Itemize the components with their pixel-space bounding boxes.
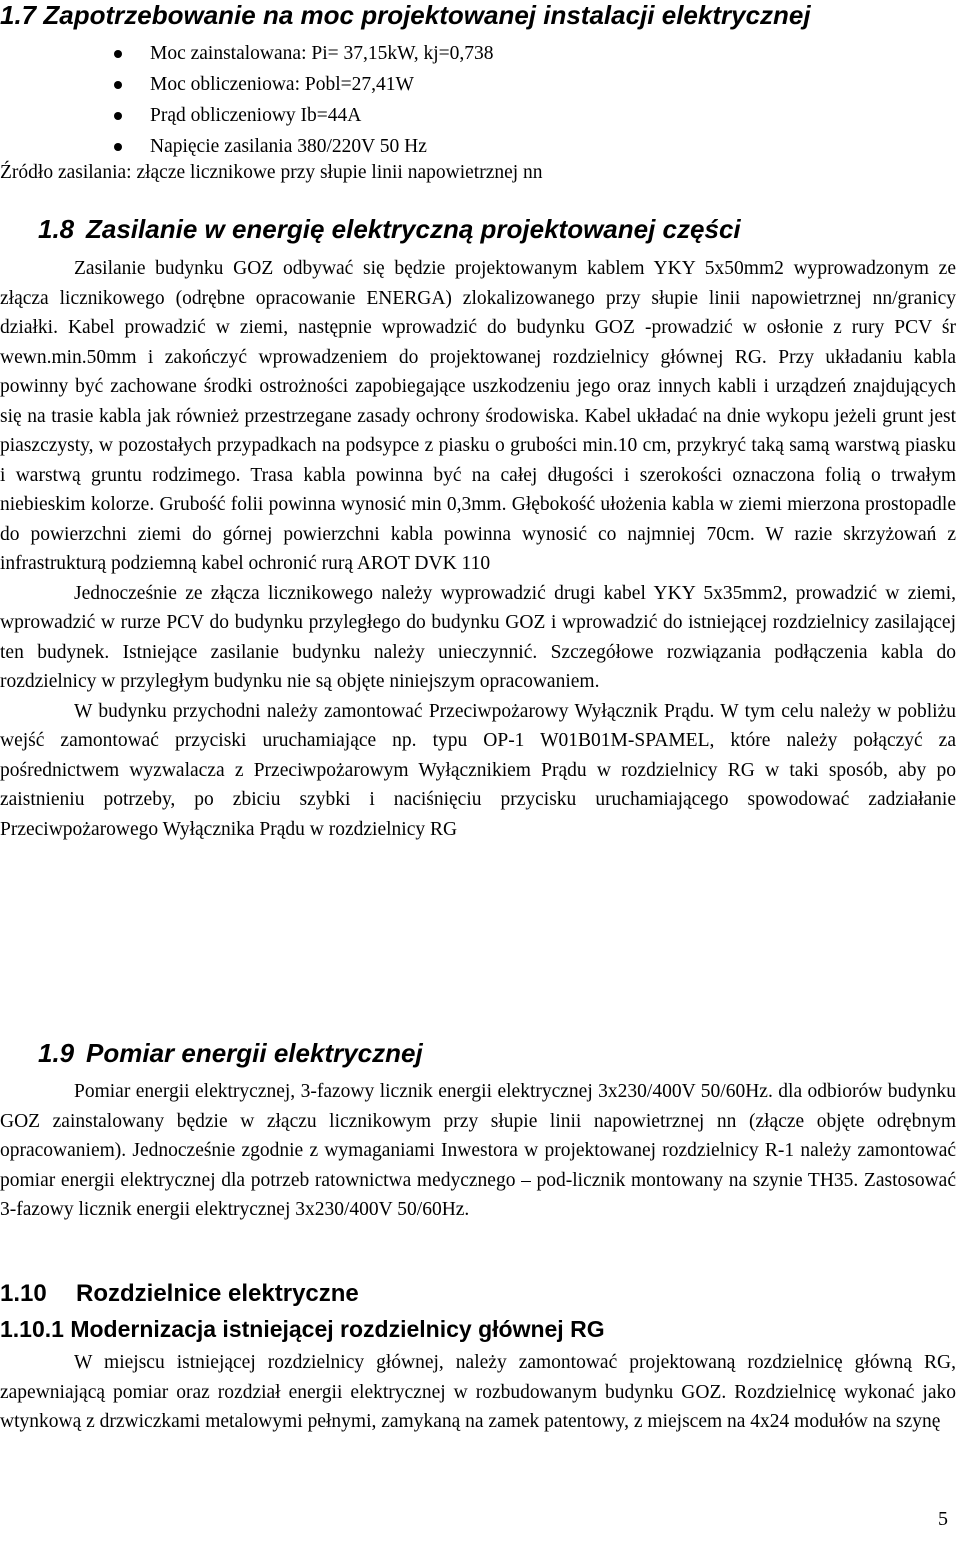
section-1-9-body bbox=[0, 1077, 956, 1225]
list-item: Prąd obliczeniowy Ib=44A bbox=[112, 100, 912, 131]
paragraph: Jednocześnie ze złącza licznikowego należy wyprowadzić drugi kabel YKY 5x35mm2, prowadzić w ziemi, wprowadzić w rurze PCV do budynku przyległego do budynku GOZ i wprowadzić do istniejącej rozdzielnicy zasilającej ten budynek. Istniejące zasilanie budynku należy unieczynnić. Szczegółowe rozwiązania podłączenia kabla do rozdzielnicy w przyległym budynku nie są objęte niniejszym opracowaniem. bbox=[0, 582, 956, 692]
heading-number: 1.8 bbox=[38, 214, 75, 244]
list-item: Moc zainstalowana: Pi= 37,15kW, kj=0,738 bbox=[112, 38, 912, 69]
page-number: 5 bbox=[938, 1508, 948, 1530]
heading-title: Zasilanie w energię elektryczną projektowanej części bbox=[86, 214, 741, 244]
heading-title: Pomiar energii elektrycznej bbox=[86, 1038, 423, 1068]
paragraph: W budynku przychodni należy zamontować Przeciwpożarowy Wyłącznik Prądu. W tym celu należy w pobliżu wejść zamontować przyciski uruchamiające np. typu OP-1 W01B01M-SPAMEL, które należy połączyć za pośrednictwem wyzwalacza z Przeciwpożarowym Wyłącznikiem Prądu w rozdzielnicy RG w taki sposób, aby po zaistnieniu potrzeby, po zbiciu szybki i naciśnięciu przycisku uruchamiającego spowodować zadziałanie Przeciwpożarowego Wyłącznika Prądu w rozdzielnicy RG bbox=[0, 700, 956, 840]
heading-title: Rozdzielnice elektryczne bbox=[76, 1280, 359, 1307]
section-1-8-body bbox=[0, 254, 956, 844]
paragraph: Pomiar energii elektrycznej, 3-fazowy licznik energii elektrycznej 3x230/400V 50/60Hz. dla odbiorów budynku GOZ zainstalowany będzie w złączu licznikowym przy słupie linii napowietrznej nn (złącze objęte odrębnym opracowaniem). Jednocześnie zgodnie z wymaganiami Inwestora w projektowanej rozdzielnicy R-1 należy zamontować pomiar energii elektrycznej dla potrzeb ratownictwa medycznego – pod-licznik montowany na szynie TH35. Zastosować 3-fazowy licznik energii elektrycznej 3x230/400V 50/60Hz. bbox=[0, 1081, 956, 1220]
heading-1-10 bbox=[0, 1280, 359, 1308]
section-1-10-1-body bbox=[0, 1348, 956, 1437]
heading-number: 1.10 bbox=[0, 1280, 47, 1307]
heading-1-9 bbox=[38, 1038, 423, 1069]
power-source-line: Źródło zasilania: złącze licznikowe przy słupie linii napowietrznej nn bbox=[0, 162, 543, 183]
list-item: Napięcie zasilania 380/220V 50 Hz bbox=[112, 131, 912, 162]
heading-1-8 bbox=[38, 214, 741, 245]
heading-1-10-1: 1.10.1 Modernizacja istniejącej rozdzielnicy głównej RG bbox=[0, 1316, 605, 1342]
paragraph: Zasilanie budynku GOZ odbywać się będzie projektowanym kablem YKY 5x50mm2 wyprowadzonym ze złącza licznikowego (odrębne opracowanie ENERGA) zlokalizowanego przy słupie linii napowietrznej nn/granicy działki. Kabel prowadzić w ziemi, następnie wprowadzić do budynku GOZ -prowadzić w osłonie z rury PCV śr wewn.min.50mm i zakończyć wprowadzeniem do projektowanej rozdzielnicy głównej RG. Przy układaniu kabla powinny być zachowane środki ostrożności zapobiegające uszkodzeniu jego oraz innych kabli i urządzeń znajdujących się na trasie kabla jak również przestrzegane zasady ochrony środowiska. Kabel układać na dnie wykopu jeżeli grunt jest piaszczysty, w pozostałych przypadkach na podsypce z piasku o grubości min.10 cm, przykryć taką samą warstwą piasku i warstwą gruntu rodzimego. Trasa kabla powinna być na całej długości i szerokości oznaczona folią o trwałym niebieskim kolorze. Grubość folii powinna wynosić min 0,3mm. Głębokość ułożenia kabla w ziemi mierzona prostopadle do powierzchni ziemi do górnej powierzchni kabla powinna wynosić co najmniej 70cm. W razie skrzyżowań z infrastrukturą podziemną kabel ochronić rurą AROT DVK 110 bbox=[0, 258, 956, 574]
paragraph: W miejscu istniejącej rozdzielnicy głównej, należy zamontować projektowaną rozdzielnicę główną RG, zapewniającą pomiar oraz rozdział energii elektrycznej w rozbudowanym budynku GOZ. Rozdzielnicę wykonać jako wtynkową z drzwiczkami metalowymi pełnymi, zamykaną na zamek patentowy, z miejscem na 4x24 modułów na szynę bbox=[0, 1352, 956, 1432]
list-item: Moc obliczeniowa: Pobl=27,41W bbox=[112, 69, 912, 100]
power-parameters-list bbox=[112, 38, 912, 162]
heading-number: 1.9 bbox=[38, 1038, 75, 1068]
heading-1-7: 1.7 Zapotrzebowanie na moc projektowanej instalacji elektrycznej bbox=[0, 0, 811, 30]
